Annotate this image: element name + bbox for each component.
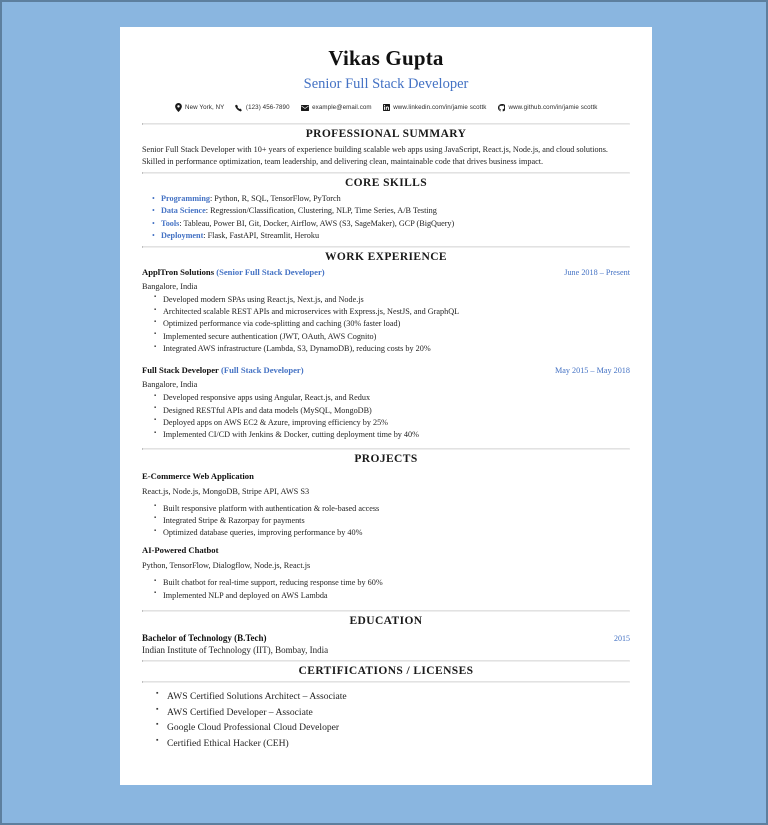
section-heading-certifications: CERTIFICATIONS / LICENSES xyxy=(298,664,474,677)
divider xyxy=(142,123,630,125)
job-location: Bangalore, India xyxy=(142,281,198,291)
project-entry xyxy=(142,471,630,540)
contact-row xyxy=(142,103,630,112)
list-item: ▪ Optimized performance via code-splitting and caching (30% faster load) xyxy=(154,318,630,330)
list-item: ▪ Built responsive platform with authentication & role-based access xyxy=(154,503,630,515)
list-item: ▪ Integrated AWS infrastructure (Lambda, S3, DynamoDB), reducing costs by 20% xyxy=(154,343,630,355)
phone-icon xyxy=(235,104,242,112)
job-header xyxy=(142,365,630,375)
job-bullets xyxy=(142,294,630,355)
work-experience-entry xyxy=(142,267,630,355)
contact-phone xyxy=(235,104,289,112)
divider xyxy=(142,681,630,683)
list-item: ▪ Developed modern SPAs using React.js, Next.js, and Node.js xyxy=(154,294,630,306)
job-title xyxy=(142,267,325,277)
list-item: ▪ Certified Ethical Hacker (CEH) xyxy=(156,736,630,752)
job-title xyxy=(142,365,304,375)
section-heading-projects: PROJECTS xyxy=(354,452,418,465)
list-item: • Deployment: Flask, FastAPI, Streamlit, Heroku xyxy=(152,230,630,242)
section-heading-education: EDUCATION xyxy=(349,614,423,627)
education-school: Indian Institute of Technology (IIT), Bombay, India xyxy=(142,644,329,655)
certifications-list xyxy=(142,689,630,752)
list-item: ▪ Google Cloud Professional Cloud Developer xyxy=(156,720,630,736)
list-item: ▪ Implemented secure authentication (JWT, OAuth, AWS Cognito) xyxy=(154,331,630,343)
list-item: ▪ Architected scalable REST APIs and microservices with Express.js, NestJS, and GraphQL xyxy=(154,306,630,318)
job-company: Full Stack Developer xyxy=(142,365,219,376)
project-stack: Python, TensorFlow, Dialogflow, Node.js, React.js xyxy=(142,561,311,571)
divider xyxy=(142,610,630,612)
skill-label: Tools xyxy=(161,218,180,228)
project-entry xyxy=(142,545,630,602)
list-item: ▪ AWS Certified Solutions Architect – Associate xyxy=(156,689,630,705)
list-item: • Programming: Python, R, SQL, TensorFlow, PyTorch xyxy=(152,193,630,205)
job-header xyxy=(142,267,630,277)
contact-location-text: New York, NY xyxy=(185,104,225,112)
core-skills-list xyxy=(142,193,630,242)
list-item: • Tools: Tableau, Power BI, Git, Docker, Airflow, AWS (S3, SageMaker), GCP (BigQuery) xyxy=(152,218,630,230)
job-date: May 2015 – May 2018 xyxy=(554,366,630,376)
contact-github-text: www.github.com/in/jamie scottk xyxy=(508,104,598,112)
list-item: • Data Science: Regression/Classification, Clustering, NLP, Time Series, A/B Testing xyxy=(152,205,630,217)
skill-label: Programming xyxy=(161,194,210,204)
divider xyxy=(142,660,630,662)
page-title: Vikas Gupta xyxy=(328,46,444,70)
project-bullets xyxy=(142,503,630,540)
contact-linkedin-text: www.linkedin.com/in/jamie scottk xyxy=(393,104,487,112)
list-item: ▪ Deployed apps on AWS EC2 & Azure, improving efficiency by 25% xyxy=(154,417,630,429)
job-bullets xyxy=(142,392,630,441)
contact-location xyxy=(175,103,225,112)
contact-linkedin[interactable] xyxy=(383,104,487,111)
job-role: (Full Stack Developer) xyxy=(221,365,304,376)
contact-email-text: example@email.com xyxy=(312,104,372,112)
professional-headline: Senior Full Stack Developer xyxy=(303,76,469,93)
email-icon xyxy=(301,105,309,111)
list-item: ▪ Optimized database queries, improving performance by 40% xyxy=(154,527,630,539)
resume-page xyxy=(120,27,652,785)
professional-summary-text: Senior Full Stack Developer with 10+ years of experience building scalable web apps using JavaScript, React.js, Node.js, and cloud solutions. Skilled in performance optimization, team leadership, and delivering clean, maintainable code that drives business impact. xyxy=(142,145,608,167)
section-heading-core-skills: CORE SKILLS xyxy=(344,177,428,190)
skill-value: Python, R, SQL, TensorFlow, PyTorch xyxy=(214,194,341,204)
project-name: E-Commerce Web Application xyxy=(142,470,254,481)
skill-value: Flask, FastAPI, Streamlit, Heroku xyxy=(207,230,320,240)
job-company: ApplTron Solutions xyxy=(142,266,215,277)
skill-value: Regression/Classification, Clustering, NLP, Time Series, A/B Testing xyxy=(210,206,437,216)
list-item: ▪ Developed responsive apps using Angular, React.js, and Redux xyxy=(154,392,630,404)
linkedin-icon xyxy=(383,104,390,111)
education-entry xyxy=(142,633,630,643)
job-location: Bangalore, India xyxy=(142,380,198,390)
list-item: ▪ Implemented CI/CD with Jenkins & Docker, cutting deployment time by 40% xyxy=(154,429,630,441)
education-year: 2015 xyxy=(614,633,630,643)
list-item: ▪ Built chatbot for real-time support, reducing response time by 60% xyxy=(154,577,630,589)
education-degree: Bachelor of Technology (B.Tech) xyxy=(142,632,267,643)
project-bullets xyxy=(142,577,630,602)
skill-label: Deployment xyxy=(161,230,204,240)
project-stack: React.js, Node.js, MongoDB, Stripe API, AWS S3 xyxy=(142,486,310,496)
location-pin-icon xyxy=(175,103,182,112)
section-heading-summary: PROFESSIONAL SUMMARY xyxy=(305,128,467,141)
skill-value: Tableau, Power BI, Git, Docker, Airflow, AWS (S3, SageMaker), GCP (BigQuery) xyxy=(183,218,455,228)
job-date: June 2018 – Present xyxy=(564,267,630,277)
skill-label: Data Science xyxy=(161,206,206,216)
list-item: ▪ Designed RESTful APIs and data models (MySQL, MongoDB) xyxy=(154,405,630,417)
work-experience-entry xyxy=(142,365,630,441)
project-name: AI-Powered Chatbot xyxy=(142,545,219,556)
list-item: ▪ Implemented NLP and deployed on AWS Lambda xyxy=(154,590,630,602)
list-item: ▪ AWS Certified Developer – Associate xyxy=(156,705,630,721)
divider xyxy=(142,172,630,174)
list-item: ▪ Integrated Stripe & Razorpay for payments xyxy=(154,515,630,527)
divider xyxy=(142,448,630,450)
section-heading-work-experience: WORK EXPERIENCE xyxy=(325,250,447,263)
contact-email[interactable] xyxy=(301,104,372,111)
job-role: (Senior Full Stack Developer) xyxy=(216,266,325,277)
divider xyxy=(142,246,630,248)
github-icon xyxy=(498,104,506,112)
contact-phone-text: (123) 456-7890 xyxy=(245,104,290,112)
contact-github[interactable] xyxy=(498,104,598,112)
